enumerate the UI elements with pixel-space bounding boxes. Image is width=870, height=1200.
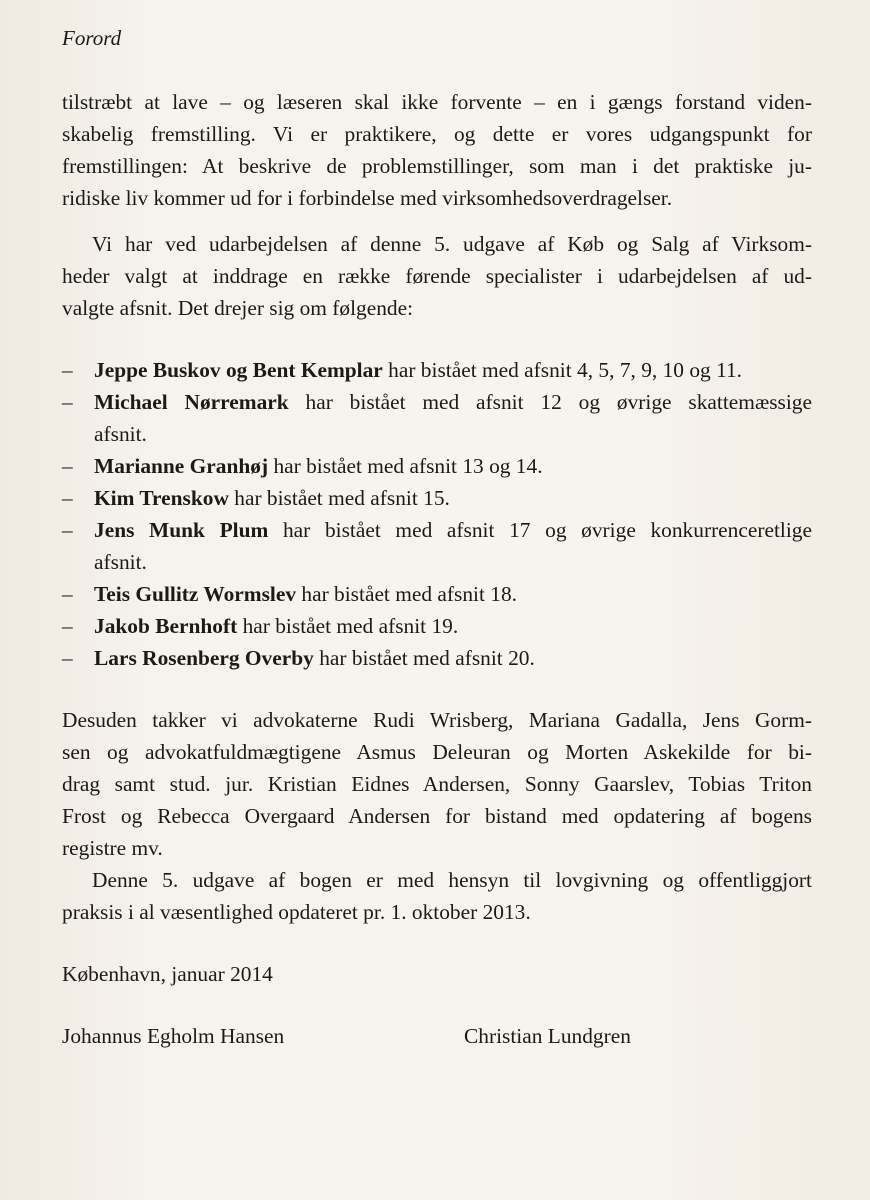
contributor-text: har bistået med afsnit 20. (313, 646, 535, 670)
contributor-text: har bistået med afsnit 13 og 14. (268, 454, 543, 478)
text-line: Frost og Rebecca Overgaard Andersen for bistand med opdatering af bogens (62, 804, 812, 828)
contributor-name: Michael Nørremark (94, 390, 289, 414)
contributor-name: Jakob Bernhoft (94, 614, 238, 638)
dash: – (62, 646, 73, 670)
contributor-name: Lars Rosenberg Overby (94, 646, 314, 670)
dash: – (62, 486, 73, 510)
list-item (62, 578, 812, 610)
contributor-text: har bistået med afsnit 15. (228, 486, 450, 510)
body-text (62, 86, 812, 1052)
list-item (62, 514, 812, 578)
contributor-text: har bistået med afsnit 18. (296, 582, 518, 606)
contributor-text: har bistået med afsnit 12 og øvrige skattemæssige (288, 390, 812, 414)
contributor-name: Jeppe Buskov og Bent Kemplar (94, 358, 383, 382)
paragraph-2 (62, 228, 812, 324)
list-item (62, 642, 812, 674)
text-line: Vi har ved udarbejdelsen af denne 5. udgave af Køb og Salg af Virksom- (92, 232, 812, 256)
author-name: Johannus Egholm Hansen (62, 1024, 285, 1048)
text-line: valgte afsnit. Det drejer sig om følgende: (62, 296, 414, 320)
dash: – (62, 518, 73, 542)
contributor-text: har bistået med afsnit 19. (237, 614, 459, 638)
signature-row (62, 1020, 812, 1052)
dash: – (62, 614, 73, 638)
contributor-name: Kim Trenskow (94, 486, 229, 510)
dash: – (62, 454, 73, 478)
text-line: praksis i al væsentlighed opdateret pr. 1. oktober 2013. (62, 900, 531, 924)
text-line: Denne 5. udgave af bogen er med hensyn til lovgivning og offentliggjort (92, 868, 812, 892)
dash: – (62, 390, 73, 414)
dash: – (62, 358, 73, 382)
running-head: Forord (62, 26, 122, 50)
contributor-text: har bistået med afsnit 4, 5, 7, 9, 10 og 11. (382, 358, 743, 382)
contributor-text: har bistået med afsnit 17 og øvrige konkurrenceretlige (268, 518, 812, 542)
contributor-name: Jens Munk Plum (94, 518, 269, 542)
author-name: Christian Lundgren (464, 1024, 631, 1048)
list-item (62, 610, 812, 642)
text-line: tilstræbt at lave – og læseren skal ikke forvente – en i gængs forstand viden- (62, 90, 812, 114)
dash: – (62, 582, 73, 606)
list-item (62, 354, 812, 386)
text-line: sen og advokatfuldmægtigene Asmus Deleuran og Morten Askekilde for bi- (62, 740, 812, 764)
text-line: registre mv. (62, 836, 163, 860)
contributor-list (62, 354, 812, 674)
list-item (62, 450, 812, 482)
text-line: ridiske liv kommer ud for i forbindelse med virksomhedsoverdragelser. (62, 186, 673, 210)
text-line: drag samt stud. jur. Kristian Eidnes Andersen, Sonny Gaarslev, Tobias Triton (62, 772, 812, 796)
contributor-name: Teis Gullitz Wormslev (94, 582, 297, 606)
list-item (62, 386, 812, 450)
text-line: skabelig fremstilling. Vi er praktikere, og dette er vores udgangspunkt for (62, 122, 812, 146)
text-line: Desuden takker vi advokaterne Rudi Wrisberg, Mariana Gadalla, Jens Gorm- (62, 708, 812, 732)
paragraph-4 (62, 864, 812, 928)
place-date: København, januar 2014 (62, 962, 273, 986)
list-item (62, 482, 812, 514)
text-line: heder valgt at inddrage en række førende specialister i udarbejdelsen af ud- (62, 264, 812, 288)
paragraph-3 (62, 704, 812, 864)
contributor-text-continued: afsnit. (94, 422, 147, 446)
paragraph-1 (62, 86, 812, 214)
contributor-name: Marianne Granhøj (94, 454, 269, 478)
contributor-text-continued: afsnit. (94, 550, 147, 574)
text-line: fremstillingen: At beskrive de problemstillinger, som man i det praktiske ju- (62, 154, 812, 178)
